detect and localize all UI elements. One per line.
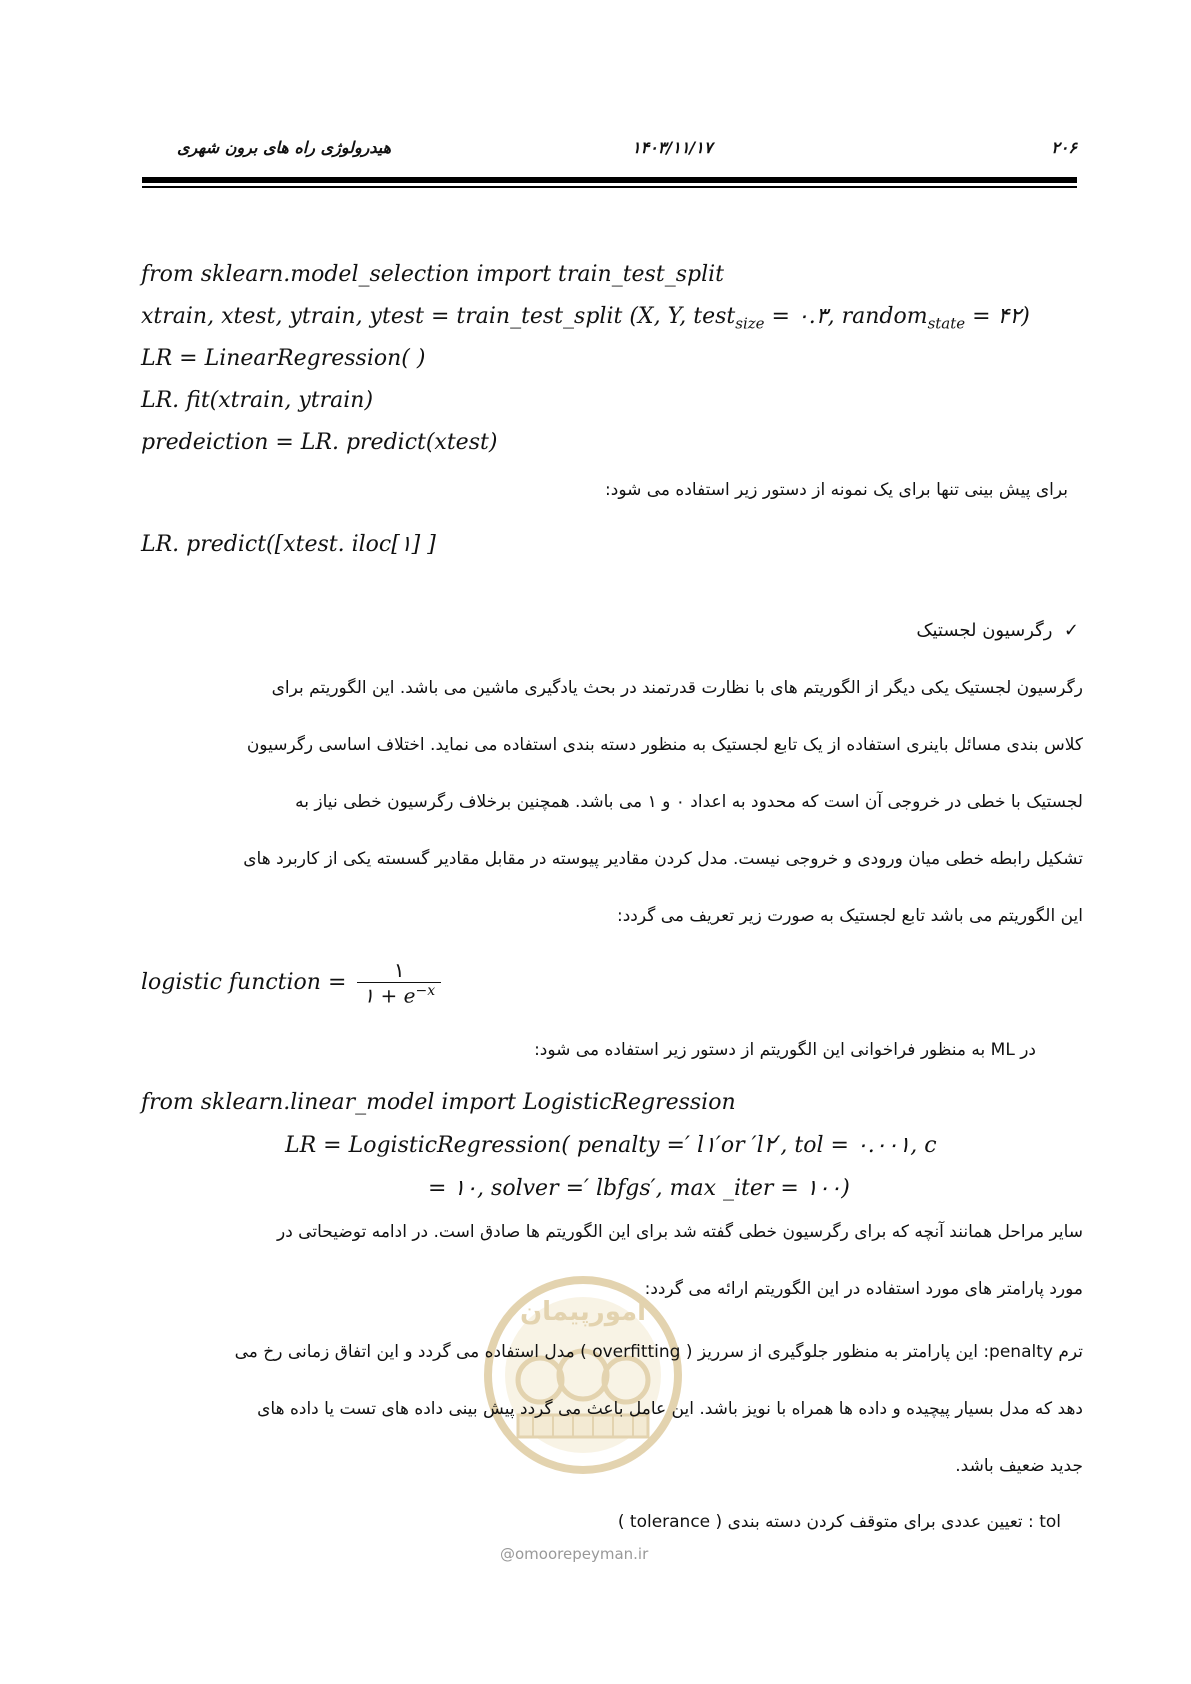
single-prediction-code: LR. predict([xtest. iloc[۱] ] bbox=[141, 532, 436, 557]
watermark-logo-text: امورپیمان bbox=[519, 1297, 647, 1327]
code-sub-state: state bbox=[927, 314, 966, 333]
paragraph-line: ترم penalty: این پارامتر به منظور جلوگیری از سرریز ( overfitting ) مدل استفاده می گردد و این اتفاق زمانی رخ می bbox=[234, 1342, 1083, 1362]
formula-numerator: ۱ bbox=[393, 958, 405, 982]
single-prediction-text: برای پیش بینی تنها برای یک نمونه از دستور زیر استفاده می شود: bbox=[605, 480, 1068, 500]
code-line-split bbox=[141, 304, 1030, 332]
code-split-part: = ۴۲) bbox=[965, 304, 1030, 329]
code-line-model: LR = LinearRegression( ) bbox=[141, 346, 426, 371]
code-line-logistic-1: LR = LogisticRegression( penalty =′ l۱′or ′l۲′, tol = ۰.۰۰۱, c bbox=[285, 1133, 937, 1158]
code-line-logistic-2: = ۱۰, solver =′ lbfgs′, max _iter = ۱۰۰) bbox=[428, 1176, 850, 1201]
formula-lhs: logistic function = bbox=[141, 969, 347, 995]
code-line-predict: predeiction = LR. predict(xtest) bbox=[141, 430, 498, 455]
code-line-import-logistic: from sklearn.linear_model import LogisticRegression bbox=[141, 1090, 736, 1115]
code-split-part: xtrain, xtest, ytrain, ytest = train_test_split (X, Y, test bbox=[141, 304, 736, 329]
header-rule-thin bbox=[142, 186, 1077, 188]
paragraph-line: لجستیک با خطی در خروجی آن است که محدود به اعداد ۰ و ۱ می باشد. همچنین برخلاف رگرسیون خطی نیاز به bbox=[295, 792, 1083, 812]
formula-denominator bbox=[357, 982, 441, 1008]
section-heading-text: رگرسیون لجستیک bbox=[916, 620, 1053, 641]
tol-line: tol : تعیین عددی برای متوقف کردن دسته بندی ( tolerance ) bbox=[617, 1512, 1061, 1532]
code-line-import: from sklearn.model_selection import train_test_split bbox=[141, 262, 724, 287]
paragraph-line: سایر مراحل همانند آنچه که برای رگرسیون خطی گفته شد برای این الگوریتم ها صادق است. در ادامه توضیحاتی در bbox=[276, 1222, 1083, 1242]
formula-denominator-base: ۱ + e bbox=[363, 983, 416, 1008]
section-heading bbox=[916, 620, 1079, 641]
page-header bbox=[142, 138, 1077, 168]
checkmark-icon: ✓ bbox=[1063, 620, 1079, 641]
paragraph-line: کلاس بندی مسائل باینری استفاده از یک تابع لجستیک به منظور دسته بندی استفاده می نماید. اختلاف اساسی رگرسیون bbox=[246, 735, 1083, 755]
formula-exponent: −x bbox=[415, 983, 436, 999]
watermark-url: @omoorepeyman.ir bbox=[500, 1545, 649, 1563]
paragraph-line: تشکیل رابطه خطی میان ورودی و خروجی نیست. مدل کردن مقادیر پیوسته در مقابل مقادیر گسسته یکی از کاربرد های bbox=[243, 849, 1083, 869]
code-line-fit: LR. fit(xtrain, ytrain) bbox=[141, 388, 374, 413]
code-sub-size: size bbox=[735, 314, 765, 333]
paragraph-line: دهد که مدل بسیار پیچیده و داده ها همراه با نویز باشد. این عامل باعث می گردد پیش بینی داده های تست یا داده های bbox=[257, 1399, 1083, 1419]
paragraph-line: جدید ضعیف باشد. bbox=[955, 1456, 1083, 1476]
header-rule-thick bbox=[142, 177, 1077, 183]
page-number: ۲۰۶ bbox=[1051, 138, 1077, 157]
book-title: هیدرولوژی راه های برون شهری bbox=[177, 138, 392, 157]
ml-call-text: در ML به منظور فراخوانی این الگوریتم از دستور زیر استفاده می شود: bbox=[534, 1040, 1036, 1060]
paragraph-line: رگرسیون لجستیک یکی دیگر از الگوریتم های با نظارت قدرتمند در بحث یادگیری ماشین می باشد. این الگوریتم برای bbox=[271, 678, 1083, 698]
paragraph-line: این الگوریتم می باشد تابع لجستیک به صورت زیر تعریف می گردد: bbox=[617, 906, 1083, 926]
code-split-part: = ۰.۳, random bbox=[764, 304, 928, 329]
header-date: ۱۴۰۳/۱۱/۱۷ bbox=[632, 138, 713, 157]
paragraph-line: مورد پارامتر های مورد استفاده در این الگوریتم ارائه می گردد: bbox=[644, 1279, 1083, 1299]
formula-fraction bbox=[357, 958, 441, 1008]
logistic-formula bbox=[141, 958, 441, 1008]
